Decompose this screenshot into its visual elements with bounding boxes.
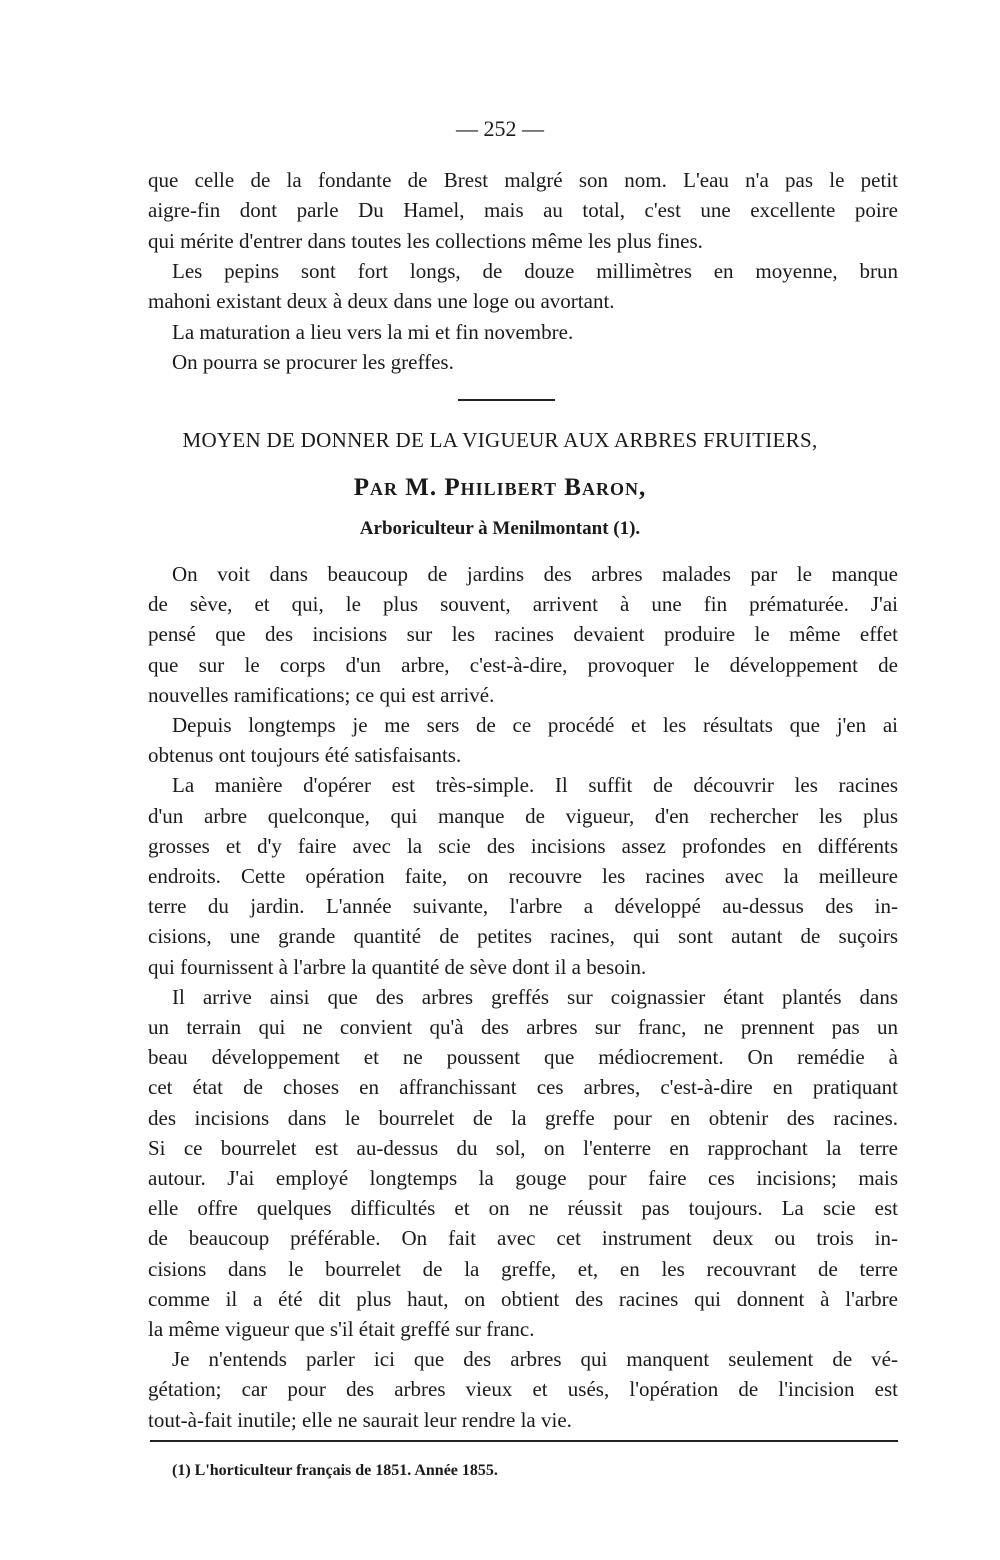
text-line: endroits. Cette opération faite, on recouvre les racines avec la meilleure [148,864,898,888]
text-line: Il arrive ainsi que des arbres greffés sur coignassier étant plantés dans [172,984,898,1009]
text-line: d'un arbre quelconque, qui manque de vigueur, d'en rechercher les plus [148,803,898,828]
text-line: elle offre quelques difficultés et on ne réussit pas toujours. La scie est [148,1196,898,1221]
text-line: nouvelles ramifications; ce qui est arrivé. [148,682,495,707]
text-line: obtenus ont toujours été satisfaisants. [148,743,462,768]
text-line: que sur le corps d'un arbre, c'est-à-dire, provoquer le développement de [148,652,898,677]
text-line: comme il a été dit plus haut, on obtient des racines qui donnent à l'arbre [148,1286,898,1311]
text-line: des incisions dans le bourrelet de la greffe pour en obtenir des racines. [148,1105,898,1130]
text-line: que celle de la fondante de Brest malgré son nom. L'eau n'a pas le petit [148,168,898,192]
text-line: un terrain qui ne convient qu'à des arbres sur franc, ne prennent pas un [148,1015,898,1039]
article-byline: Par M. Philibert Baron, [353,474,647,501]
text-line: La manière d'opérer est très-simple. Il suffit de découvrir les racines [172,773,898,798]
footnote: (1) L'horticulteur français de 1851. Année 1855. [172,1462,498,1479]
text-line: de sève, et qui, le plus souvent, arrivent à une fin prématurée. J'ai [148,592,898,617]
footnote-rule [150,1440,898,1442]
text-line: Si ce bourrelet est au-dessus du sol, on l'enterre en rapprochant la terre [148,1135,898,1160]
text-line: qui mérite d'entrer dans toutes les collections même les plus fines. [148,228,703,253]
text-line: On voit dans beaucoup de jardins des arbres malades par le manque [172,562,898,586]
text-line: de beaucoup préférable. On fait avec cet instrument deux ou trois in- [148,1226,898,1251]
text-line: On pourra se procurer les greffes. [172,349,454,374]
text-line: aigre-fin dont parle Du Hamel, mais au total, c'est une excellente poire [148,198,898,223]
text-line: Les pepins sont fort longs, de douze millimètres en moyenne, brun [172,258,898,283]
text-line: tout-à-fait inutile; elle ne saurait leur rendre la vie. [148,1407,572,1432]
text-line: gétation; car pour des arbres vieux et usés, l'opération de l'incision est [148,1377,898,1402]
text-line: grosses et d'y faire avec la scie des incisions assez profondes en différents [148,833,898,858]
text-line: mahoni existant deux à deux dans une loge ou avortant. [148,289,615,314]
text-line: cet état de choses en affranchissant ces arbres, c'est-à-dire en pratiquant [148,1075,898,1100]
text-line: cisions, une grande quantité de petites racines, qui sont autant de suçoirs [148,924,898,949]
page-number: — 252 — [456,116,544,141]
text-line: beau développement et ne poussent que médiocrement. On remédie à [148,1045,898,1070]
text-line: cisions dans le bourrelet de la greffe, et, en les recouvrant de terre [148,1256,898,1281]
text-line: la même vigueur que s'il était greffé sur franc. [148,1317,535,1341]
text-line: Je n'entends parler ici que des arbres qui manquent seulement de vé- [172,1347,898,1372]
text-line: Depuis longtemps je me sers de ce procédé et les résultats que j'en ai [172,713,898,737]
section-divider [458,399,555,401]
article-heading: MOYEN DE DONNER DE LA VIGUEUR AUX ARBRES FRUITIERS, [182,428,818,452]
text-line: qui fournissent à l'arbre la quantité de sève dont il a besoin. [148,954,647,979]
text-line: autour. J'ai employé longtemps la gouge pour faire ces incisions; mais [148,1166,898,1190]
text-line: terre du jardin. L'année suivante, l'arbre a développé au-dessus des in- [148,894,898,919]
text-line: La maturation a lieu vers la mi et fin novembre. [172,319,574,344]
text-line: pensé que des incisions sur les racines devaient produire le même effet [148,622,898,647]
author-subtitle: Arboriculteur à Menilmontant (1). [359,518,641,539]
